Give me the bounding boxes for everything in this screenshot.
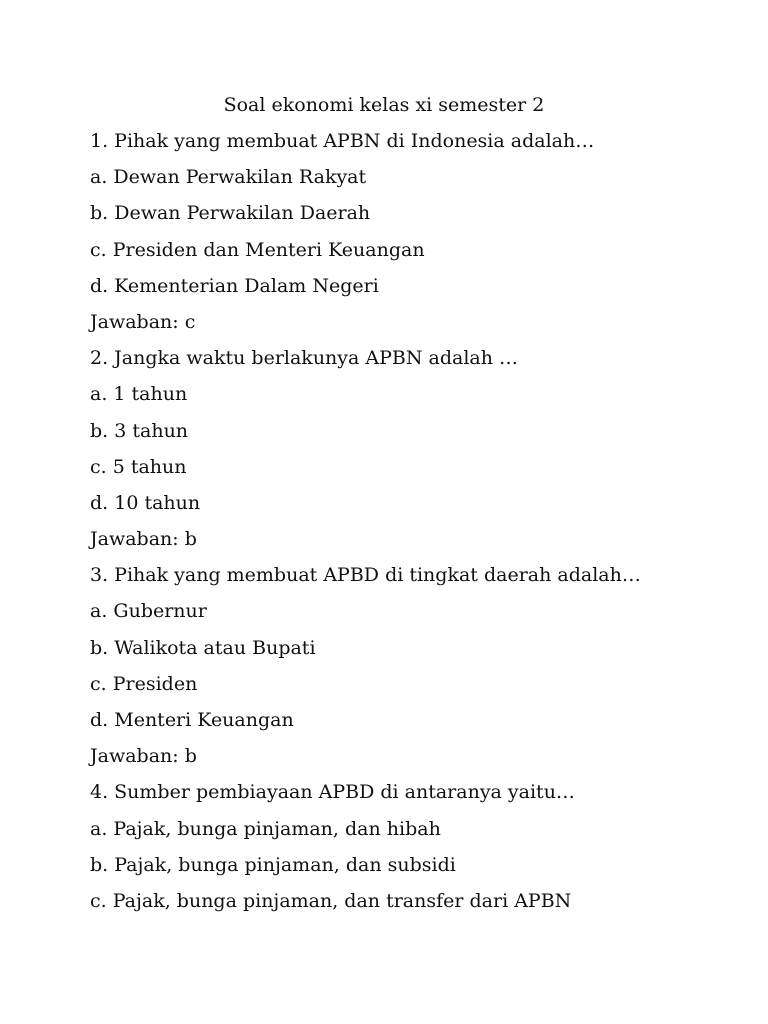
question-2-option-a: a. 1 tahun [90, 383, 188, 406]
question-3-option-a: a. Gubernur [90, 600, 207, 623]
document-title: Soal ekonomi kelas xi semester 2 [223, 94, 545, 116]
question-4-option-c: c. Pajak, bunga pinjaman, dan transfer dari APBN [90, 889, 572, 912]
question-2-text: 2. Jangka waktu berlakunya APBN adalah … [90, 347, 519, 370]
question-4-text: 4. Sumber pembiayaan APBD di antaranya yaitu… [90, 781, 575, 804]
question-4-option-a: a. Pajak, bunga pinjaman, dan hibah [90, 817, 441, 840]
question-3-option-b: b. Walikota atau Bupati [90, 636, 316, 659]
question-3-option-c: c. Presiden [90, 672, 198, 695]
question-2-answer: Jawaban: b [90, 528, 197, 551]
question-1-option-c: c. Presiden dan Menteri Keuangan [90, 238, 425, 261]
question-4-option-b: b. Pajak, bunga pinjaman, dan subsidi [90, 853, 456, 876]
question-2-option-b: b. 3 tahun [90, 419, 189, 442]
question-2-option-c: c. 5 tahun [90, 455, 187, 478]
question-2-option-d: d. 10 tahun [90, 491, 201, 514]
question-1-answer: Jawaban: c [90, 310, 196, 333]
question-1-option-a: a. Dewan Perwakilan Rakyat [90, 166, 367, 189]
question-1-text: 1. Pihak yang membuat APBN di Indonesia adalah… [90, 130, 595, 152]
question-1-option-d: d. Kementerian Dalam Negeri [90, 274, 379, 297]
question-3-option-d: d. Menteri Keuangan [90, 709, 294, 731]
question-3-answer: Jawaban: b [90, 745, 197, 768]
question-1-option-b: b. Dewan Perwakilan Daerah [90, 202, 371, 225]
question-list [90, 128, 750, 924]
question-3-text: 3. Pihak yang membuat APBD di tingkat daerah adalah… [90, 564, 641, 587]
